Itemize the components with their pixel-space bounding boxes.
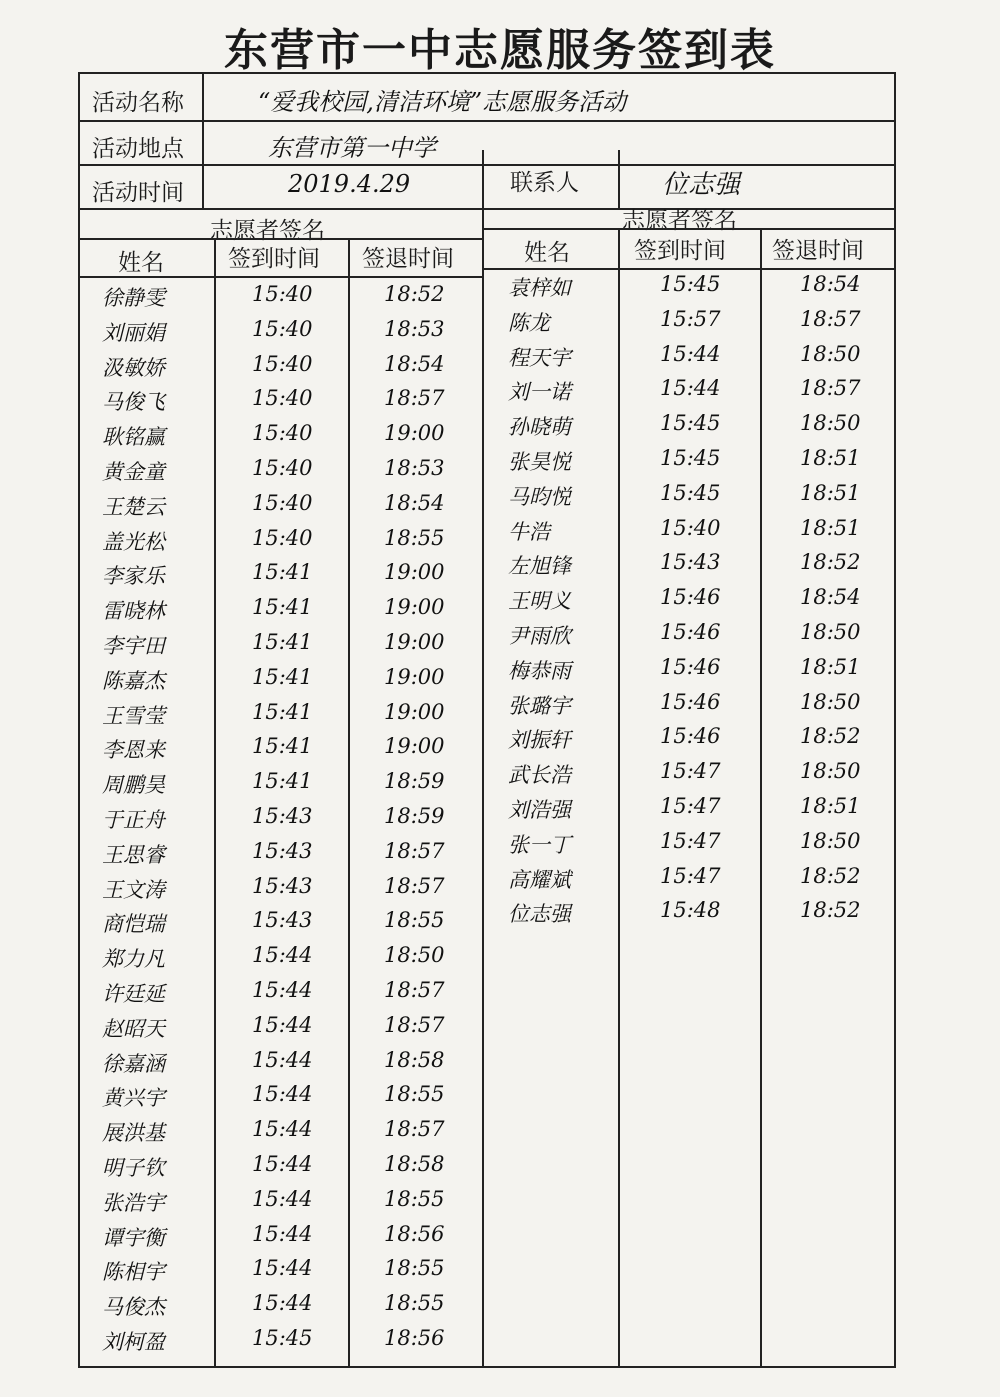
- signout-time: 19:00: [384, 595, 445, 620]
- signout-time: 18:55: [384, 1082, 445, 1107]
- signin-time: 15:47: [660, 759, 721, 784]
- signout-time: 18:50: [800, 620, 861, 644]
- left-col-out: 签退时间: [362, 246, 454, 272]
- volunteer-name: 盖光松: [102, 529, 165, 554]
- signin-time: 15:41: [252, 769, 313, 794]
- signin-time: 15:44: [252, 1256, 313, 1281]
- volunteer-name: 张一丁: [508, 832, 571, 857]
- volunteer-name: 王雪莹: [102, 703, 165, 728]
- signin-time: 15:43: [252, 908, 313, 933]
- signin-time: 15:46: [660, 585, 721, 610]
- volunteer-name: 袁梓如: [508, 276, 571, 300]
- section-divider: [482, 208, 484, 1368]
- signout-time: 18:54: [800, 585, 861, 610]
- table-border-right: [894, 72, 896, 1368]
- signout-time: 18:57: [384, 386, 445, 411]
- contact-label: 联系人: [510, 170, 579, 196]
- volunteer-name: 徐嘉涵: [102, 1051, 165, 1076]
- header-divider-1: [78, 120, 896, 122]
- signin-time: 15:47: [660, 794, 721, 818]
- volunteer-name: 李宇田: [102, 634, 165, 658]
- location-value: 东营市第一中学: [268, 134, 436, 162]
- volunteer-name: 尹雨欣: [508, 624, 571, 648]
- signin-time: 15:44: [660, 341, 721, 366]
- signout-time: 19:00: [384, 560, 445, 585]
- signin-time: 15:47: [660, 863, 721, 888]
- signin-time: 15:45: [660, 411, 721, 436]
- volunteer-name: 黄金童: [102, 460, 165, 484]
- signin-time: 15:46: [660, 620, 721, 644]
- left-col-divider-2: [348, 238, 350, 1368]
- signout-time: 18:55: [384, 1291, 445, 1316]
- left-section-label: 志愿者签名: [210, 218, 325, 244]
- page-title: 东营市一中志愿服务签到表: [224, 25, 776, 76]
- signin-time: 15:44: [252, 1012, 313, 1037]
- signout-time: 18:57: [384, 873, 445, 898]
- volunteer-name: 王文涛: [102, 877, 165, 902]
- right-section-label: 志愿者签名: [622, 208, 737, 234]
- header-label-divider: [202, 72, 204, 208]
- signout-time: 18:51: [800, 446, 861, 470]
- volunteer-name: 黄兴宇: [102, 1086, 165, 1111]
- signout-time: 18:51: [800, 654, 861, 679]
- volunteer-name: 雷晓林: [102, 599, 165, 624]
- volunteer-name: 马昀悦: [508, 484, 571, 509]
- signin-time: 15:57: [660, 306, 721, 331]
- volunteer-name: 马俊杰: [102, 1295, 165, 1320]
- signout-time: 18:53: [384, 456, 445, 480]
- signout-time: 18:53: [384, 316, 445, 341]
- signout-time: 18:55: [384, 908, 445, 933]
- contact-value: 位志强: [662, 170, 741, 200]
- signin-time: 15:46: [660, 689, 721, 714]
- signout-time: 18:52: [384, 282, 445, 306]
- signin-time: 15:44: [252, 978, 313, 1002]
- right-subheader-line: [482, 228, 894, 230]
- signin-time: 15:44: [252, 1186, 313, 1211]
- signout-time: 18:58: [384, 1152, 445, 1176]
- right-col-divider-1: [618, 228, 620, 1368]
- signin-time: 15:44: [660, 376, 721, 401]
- signin-time: 15:46: [660, 724, 721, 749]
- right-colheader-line: [482, 268, 894, 270]
- signin-time: 15:45: [660, 480, 721, 505]
- volunteer-name: 展洪基: [102, 1121, 165, 1146]
- volunteer-name: 商恺瑞: [102, 912, 165, 937]
- signin-time: 15:40: [252, 316, 313, 341]
- activity-name-label: 活动名称: [92, 90, 184, 116]
- signout-time: 18:57: [384, 1117, 445, 1142]
- signin-time: 15:40: [252, 490, 313, 515]
- time-label: 活动时间: [92, 180, 184, 206]
- signout-time: 18:57: [384, 1012, 445, 1037]
- signin-time: 15:40: [252, 456, 313, 480]
- signin-time: 15:40: [660, 515, 721, 540]
- signout-time: 18:59: [384, 769, 445, 794]
- volunteer-name: 李恩来: [102, 738, 165, 763]
- signout-time: 19:00: [384, 421, 445, 446]
- table-border-top: [78, 72, 896, 74]
- signin-time: 15:41: [252, 630, 313, 654]
- signin-time: 15:40: [252, 282, 313, 306]
- volunteer-name: 武长浩: [508, 763, 571, 788]
- volunteer-name: 王楚云: [102, 494, 165, 519]
- signout-time: 18:54: [384, 351, 445, 376]
- signin-time: 15:45: [252, 1326, 313, 1350]
- left-col-divider-1: [214, 238, 216, 1368]
- volunteer-name: 耿铭赢: [102, 425, 165, 450]
- right-col-in: 签到时间: [634, 238, 726, 264]
- header-divider-2: [78, 164, 896, 166]
- volunteer-name: 梅恭雨: [508, 658, 571, 683]
- time-value: 2019.4.29: [288, 170, 411, 198]
- signout-time: 18:57: [800, 376, 861, 401]
- signin-time: 15:44: [252, 1152, 313, 1176]
- right-col-out: 签退时间: [772, 238, 864, 264]
- volunteer-name: 王思睿: [102, 842, 165, 867]
- volunteer-name: 张昊悦: [508, 450, 571, 474]
- volunteer-name: 明子钦: [102, 1156, 165, 1180]
- signout-time: 18:50: [800, 759, 861, 784]
- signout-time: 19:00: [384, 664, 445, 689]
- location-label: 活动地点: [92, 136, 184, 162]
- signout-time: 18:50: [800, 341, 861, 366]
- signin-time: 15:43: [252, 838, 313, 863]
- signin-time: 15:44: [252, 1047, 313, 1072]
- volunteer-name: 牛浩: [508, 519, 550, 544]
- table-border-left: [78, 72, 80, 1368]
- volunteer-name: 李家乐: [102, 564, 165, 589]
- volunteer-name: 位志强: [508, 902, 571, 927]
- right-col-name: 姓名: [524, 240, 570, 266]
- signout-time: 18:52: [800, 898, 861, 923]
- signout-time: 18:50: [800, 828, 861, 853]
- volunteer-name: 张浩宇: [102, 1190, 165, 1215]
- signin-time: 15:44: [252, 1291, 313, 1316]
- signin-time: 15:41: [252, 699, 313, 724]
- signin-time: 15:43: [252, 804, 313, 828]
- signin-time: 15:43: [252, 873, 313, 898]
- volunteer-name: 左旭锋: [508, 554, 571, 579]
- header-divider-3: [78, 208, 896, 210]
- signin-time: 15:44: [252, 1221, 313, 1246]
- contact-divider-2: [618, 150, 620, 208]
- signout-time: 18:52: [800, 724, 861, 749]
- signin-sheet: [78, 72, 896, 1368]
- volunteer-name: 刘一诺: [508, 380, 571, 405]
- right-col-divider-2: [760, 228, 762, 1368]
- signout-time: 18:52: [800, 550, 861, 575]
- signout-time: 18:50: [800, 689, 861, 714]
- signin-time: 15:48: [660, 898, 721, 923]
- volunteer-name: 张璐宇: [508, 693, 571, 718]
- volunteer-name: 陈龙: [508, 310, 550, 335]
- signout-time: 18:59: [384, 804, 445, 828]
- volunteer-name: 谭宇衡: [102, 1225, 165, 1250]
- signout-time: 18:50: [800, 411, 861, 436]
- signout-time: 18:57: [800, 306, 861, 331]
- volunteer-name: 孙晓萌: [508, 415, 571, 440]
- volunteer-name: 刘柯盈: [102, 1330, 165, 1354]
- signin-time: 15:40: [252, 525, 313, 550]
- signout-time: 18:51: [800, 515, 861, 540]
- signin-time: 15:45: [660, 446, 721, 470]
- signin-time: 15:40: [252, 421, 313, 446]
- signout-time: 18:55: [384, 1256, 445, 1281]
- signout-time: 18:58: [384, 1047, 445, 1072]
- left-col-name: 姓名: [118, 250, 164, 276]
- signout-time: 18:52: [800, 863, 861, 888]
- volunteer-name: 刘振轩: [508, 728, 571, 753]
- volunteer-name: 赵昭天: [102, 1016, 165, 1041]
- signin-time: 15:47: [660, 828, 721, 853]
- signin-time: 15:44: [252, 943, 313, 968]
- signout-time: 18:57: [384, 838, 445, 863]
- signout-time: 18:55: [384, 525, 445, 550]
- volunteer-name: 周鹏昊: [102, 773, 165, 798]
- signin-time: 15:43: [660, 550, 721, 575]
- volunteer-name: 许廷延: [102, 982, 165, 1006]
- signin-time: 15:41: [252, 734, 313, 759]
- table-border-bottom: [78, 1366, 896, 1368]
- contact-divider-1: [482, 150, 484, 208]
- signin-time: 15:41: [252, 664, 313, 689]
- signout-time: 18:57: [384, 978, 445, 1002]
- signout-time: 18:54: [384, 490, 445, 515]
- volunteer-name: 汲敏娇: [102, 355, 165, 380]
- signout-time: 18:56: [384, 1221, 445, 1246]
- volunteer-name: 高耀斌: [508, 867, 571, 892]
- signout-time: 18:50: [384, 943, 445, 968]
- signin-time: 15:40: [252, 351, 313, 376]
- volunteer-name: 刘浩强: [508, 798, 571, 822]
- signout-time: 19:00: [384, 699, 445, 724]
- signout-time: 18:55: [384, 1186, 445, 1211]
- signout-time: 18:56: [384, 1326, 445, 1350]
- signout-time: 19:00: [384, 734, 445, 759]
- signin-time: 15:41: [252, 595, 313, 620]
- volunteer-name: 陈相宇: [102, 1260, 165, 1285]
- volunteer-name: 王明义: [508, 589, 571, 614]
- left-col-in: 签到时间: [228, 246, 320, 272]
- signin-time: 15:44: [252, 1082, 313, 1107]
- volunteer-name: 马俊飞: [102, 390, 165, 415]
- volunteer-name: 郑力凡: [102, 947, 165, 972]
- volunteer-name: 徐静雯: [102, 286, 165, 310]
- signin-time: 15:41: [252, 560, 313, 585]
- signout-time: 18:51: [800, 480, 861, 505]
- signout-time: 19:00: [384, 630, 445, 654]
- signout-time: 18:51: [800, 794, 861, 818]
- volunteer-name: 刘丽娟: [102, 320, 165, 345]
- signin-time: 15:40: [252, 386, 313, 411]
- activity-name-value: “爱我校园,清洁环境”志愿服务活动: [258, 88, 627, 116]
- volunteer-name: 陈嘉杰: [102, 668, 165, 693]
- signin-time: 15:44: [252, 1117, 313, 1142]
- signin-time: 15:45: [660, 272, 721, 296]
- signin-time: 15:46: [660, 654, 721, 679]
- volunteer-name: 于正舟: [102, 808, 165, 832]
- signout-time: 18:54: [800, 272, 861, 296]
- volunteer-name: 程天宇: [508, 345, 571, 370]
